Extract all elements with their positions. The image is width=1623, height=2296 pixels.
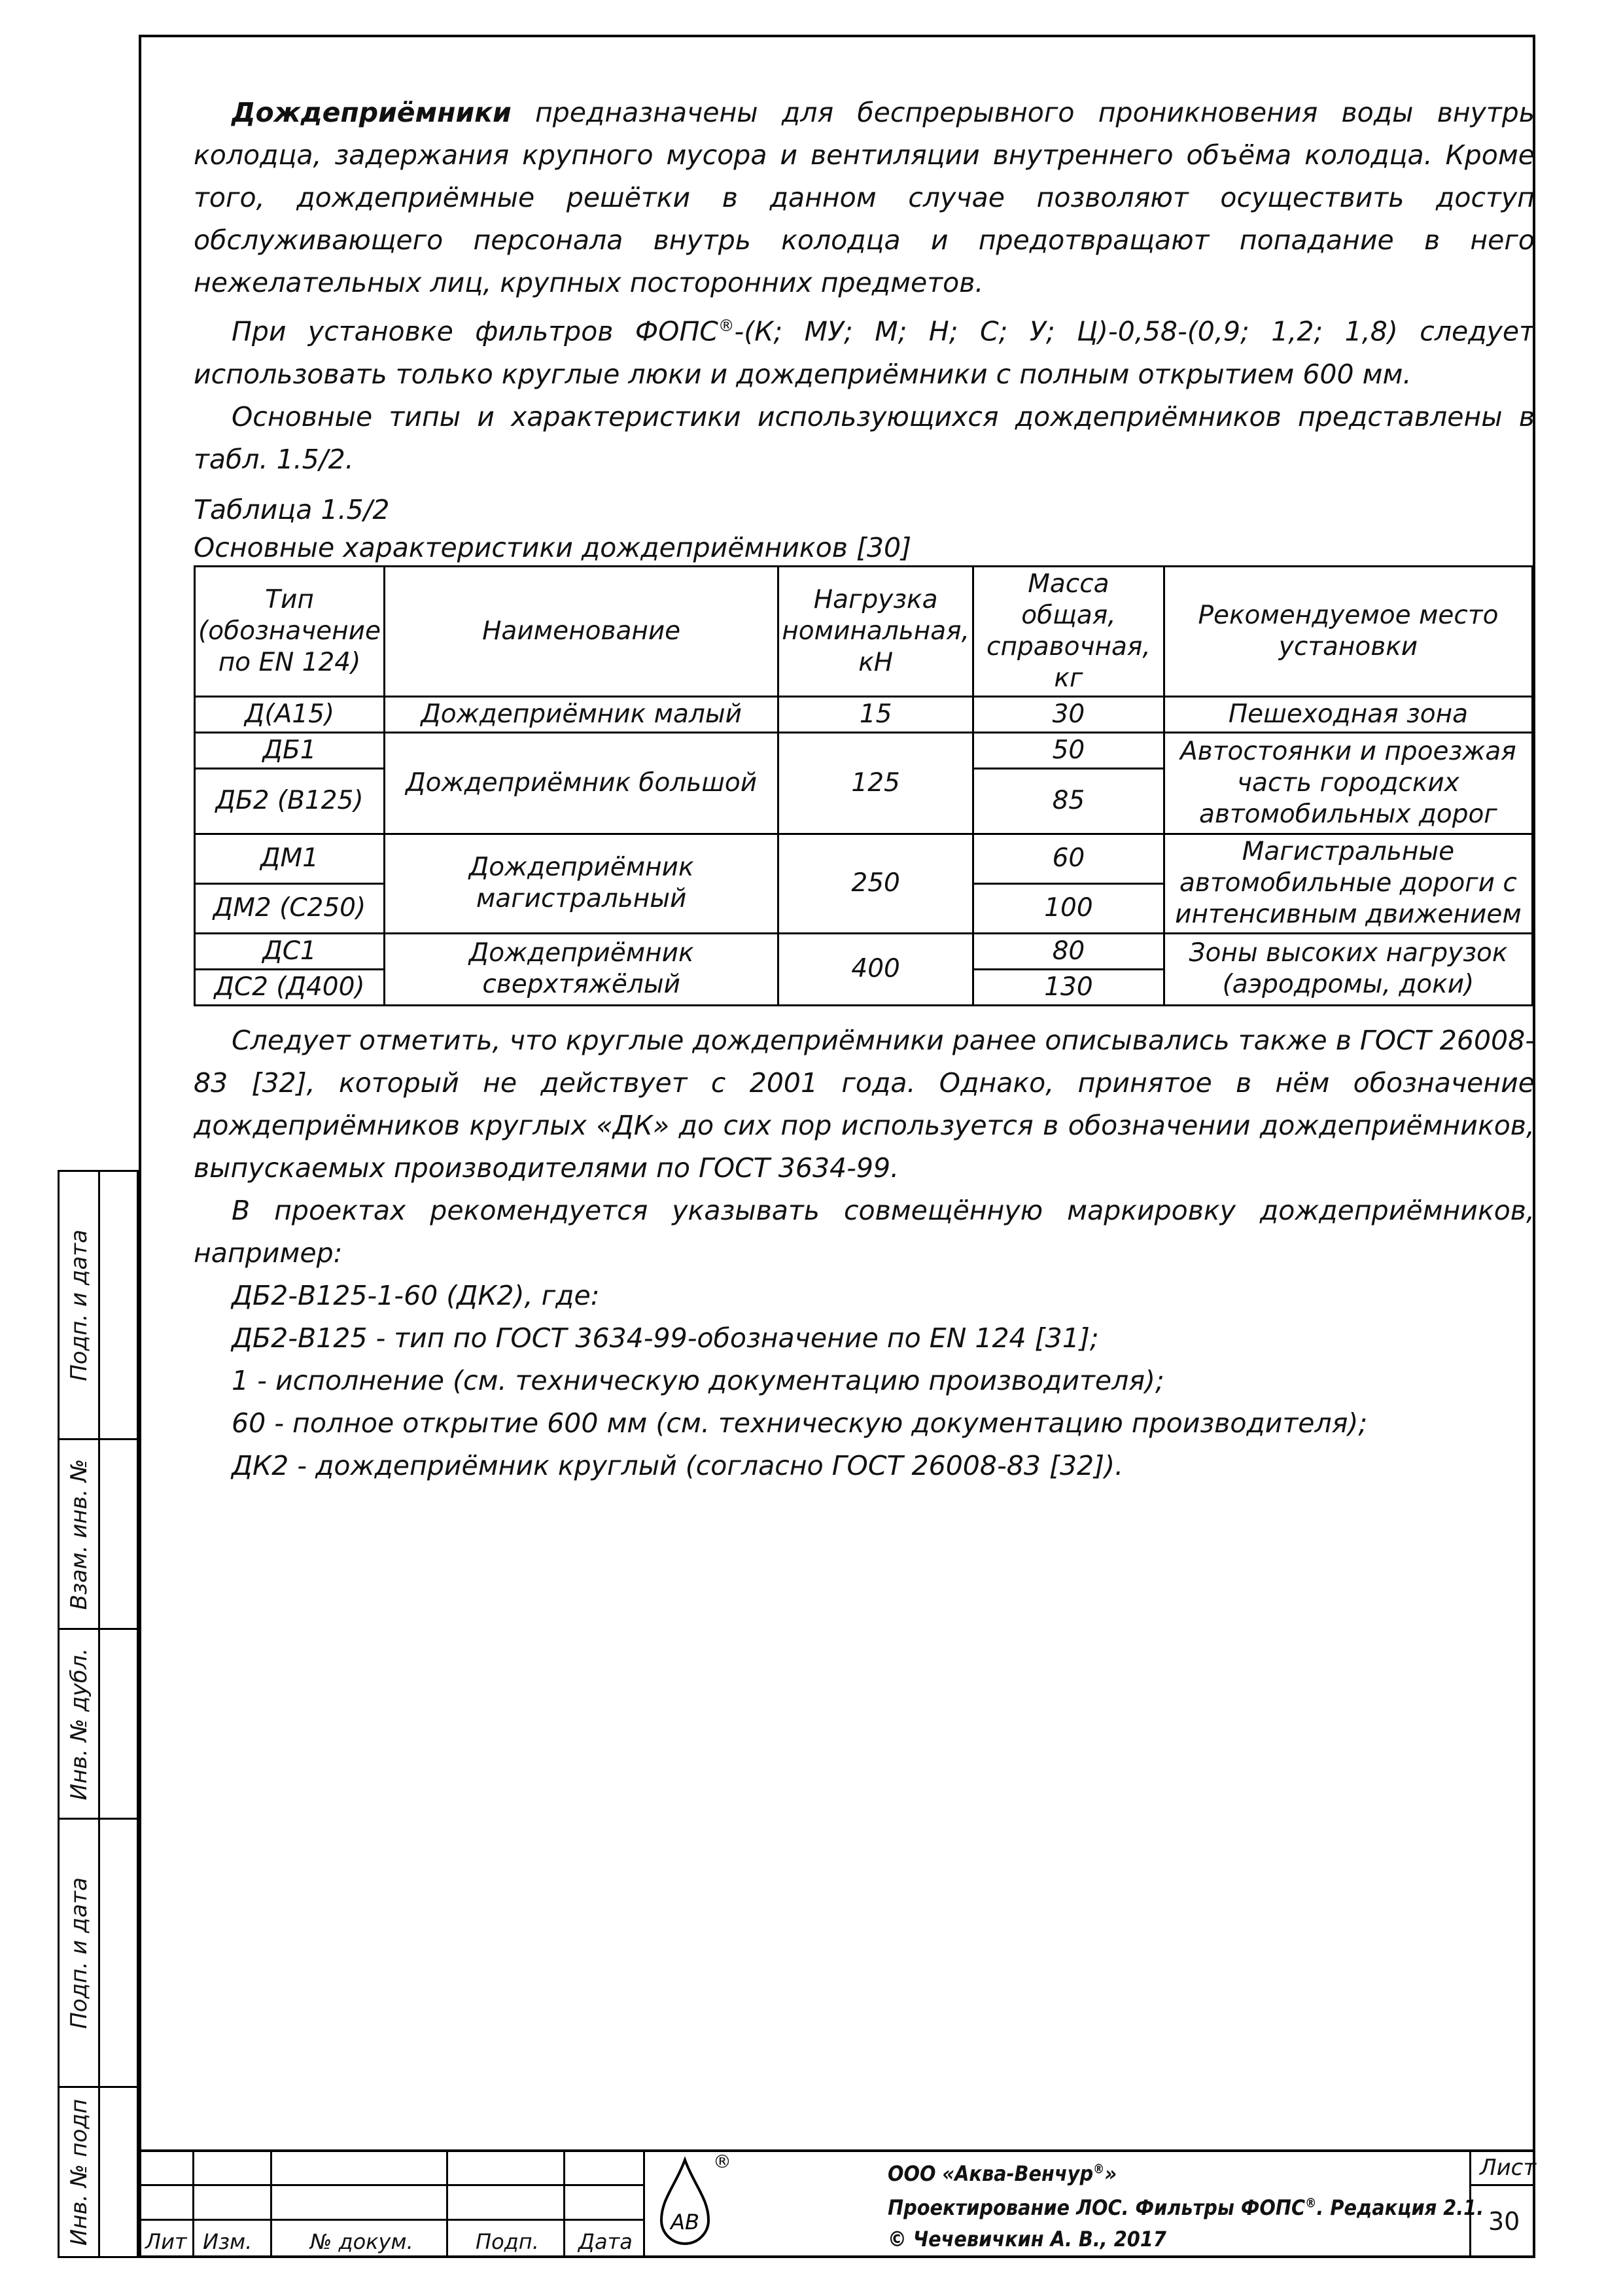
cell-place: Пешеходная зона [1164,696,1532,732]
cell-type: Д(А15) [195,696,385,732]
paragraph-4: Следует отметить, что круглые дождеприёмники ранее описывались также в ГОСТ 26008-83 [32], который не действует с 2001 года. Однако, принятое в нём обозначение дождеприёмников круглых «ДК» до сих пор используется в обозначении дождеприёмников, выпускаемых производителями по ГОСТ 3634-99. [194,1024,1535,1184]
header-mass: Масса общая, справочная, кг [973,566,1164,696]
paragraph-5: В проектах рекомендуется указывать совмещённую маркировку дождеприёмников, например: [194,1194,1535,1269]
side-field-sign-date-1 [58,1170,139,1440]
cell-mass: 50 [973,732,1164,768]
cell-load: 125 [778,732,973,834]
grid-cell [446,2184,565,2221]
sheet-number: 30 [1488,2207,1520,2236]
grid-cell [270,2149,448,2186]
cell-place: Магистральные автомобильные дороги с интенсивным движением [1164,834,1532,933]
cell-type: ДБ2 (В125) [195,768,385,834]
table-header-row [195,566,1533,696]
paragraph-2-b: -(К; МУ; М; Н; С; У; Ц)-0,58-(0,9; 1,2; 1,8) следует использовать только круглые люки и дождеприёмники с полным открытием 600 мм. [194,315,1535,390]
grid-cell [139,2184,194,2221]
list-item: 1 - исполнение (см. техническую документацию производителя); [232,1364,1164,1396]
grid-cell [192,2149,272,2186]
table-row [195,834,1533,883]
cell-mass: 60 [973,834,1164,883]
paragraph-1-text: предназначены для беспрерывного проникновения воды внутрь колодца, задержания крупного мусора и вентиляции внутреннего объёма колодца. Кроме того, дождеприёмные решётки в данном случае позволяют осуществить доступ обслуживающего персонала внутрь колодца и предотвращают попадание в него нежелательных лиц, крупных посторонних предметов. [194,97,1535,298]
marking-list [194,1275,1535,1487]
cell-type: ДБ1 [195,732,385,768]
table-row [195,933,1533,969]
header-name: Наименование [385,566,778,696]
grid-cell [446,2149,565,2186]
table-row [195,732,1533,768]
org-name-text: ООО «Аква-Венчур [888,2161,1094,2186]
header-place: Рекомендуемое место установки [1164,566,1532,696]
side-field-orig-inv [58,2086,139,2258]
list-item: ДК2 - дождеприёмник круглый (согласно ГОСТ 26008-83 [32]). [232,1449,1124,1481]
grid-cell [563,2184,645,2221]
cell-name: Дождеприёмник малый [385,696,778,732]
side-label: Подп. и дата [65,1877,92,2029]
logo-text: АВ [671,2210,699,2234]
list-item: 60 - полное открытие 600 мм (см. техническую документацию производителя); [232,1407,1368,1439]
grid-cell [192,2184,272,2221]
logo-registered: ® [713,2151,731,2172]
document-body [194,92,1535,1487]
side-label: Инв. № дубл. [65,1648,92,1800]
after-table-block [194,1019,1535,1487]
list-item: ДБ2-В125-1-60 (ДК2), где: [232,1279,600,1311]
org-registered: ® [1093,2161,1105,2177]
cell-load: 250 [778,834,973,933]
side-field-dup-inv [58,1628,139,1820]
paragraph-1 [194,92,1535,304]
cell-load: 400 [778,933,973,1005]
side-label: Подп. и дата [65,1229,92,1381]
cell-load: 15 [778,696,973,732]
cell-type: ДМ2 (С250) [195,883,385,933]
table-row [195,696,1533,732]
side-field-replace-inv [58,1438,139,1630]
side-label: Инв. № подп [65,2098,92,2246]
aqua-venture-logo [652,2152,718,2257]
label-doc: № докум. [310,2229,413,2254]
term-bold: Дождеприёмники [232,97,512,128]
copyright: © Чечевичкин А. В., 2017 [888,2227,1166,2252]
cell-mass: 100 [973,883,1164,933]
grid-cell [563,2149,645,2186]
registered-mark: ® [718,316,735,335]
side-field-sign-date-2 [58,1818,139,2088]
grid-cell [139,2149,194,2186]
project-end: . Редакция 2.1. [1316,2195,1484,2220]
grid-cell [270,2184,448,2221]
label-izm: Изм. [203,2229,253,2254]
cell-name: Дождеприёмник сверхтяжёлый [385,933,778,1005]
paragraph-2-a: При установке фильтров ФОПС [232,315,718,347]
cell-place: Зоны высоких нагрузок (аэродромы, доки) [1164,933,1532,1005]
table-number: Таблица 1.5/2 [194,493,390,525]
title-block [139,2149,1535,2258]
cell-name: Дождеприёмник большой [385,732,778,834]
cell-mass: 85 [973,768,1164,834]
cell-mass: 30 [973,696,1164,732]
project-text: Проектирование ЛОС. Фильтры ФОПС [888,2195,1306,2220]
cell-mass: 80 [973,933,1164,969]
label-lit: Лит [145,2229,187,2254]
label-podp: Подп. [476,2229,539,2254]
list-item: ДБ2-В125 - тип по ГОСТ 3634-99-обозначение по EN 124 [31]; [232,1322,1099,1354]
paragraph-3: Основные типы и характеристики использующихся дождеприёмников представлены в табл. 1.5/2. [194,400,1535,475]
org-name [888,2161,1117,2186]
org-name-end: » [1104,2161,1117,2186]
sheet-label: Лист [1480,2155,1537,2181]
cell-place: Автостоянки и проезжая часть городских автомобильных дорог [1164,732,1532,834]
table-title: Основные характеристики дождеприёмников [30] [194,531,912,563]
paragraph-2 [194,304,1535,396]
project-registered: ® [1305,2195,1317,2211]
header-load: Нагрузка номинальная, кН [778,566,973,696]
cell-type: ДМ1 [195,834,385,883]
label-date: Дата [578,2229,633,2254]
cell-type: ДС1 [195,933,385,969]
side-label: Взам. инв. № [65,1458,92,1610]
cell-name: Дождеприёмник магистральный [385,834,778,933]
project-title [888,2195,1484,2220]
cell-mass: 130 [973,969,1164,1005]
characteristics-table [194,565,1533,1006]
cell-type: ДС2 (Д400) [195,969,385,1005]
header-type: Тип (обозначение по EN 124) [195,566,385,696]
